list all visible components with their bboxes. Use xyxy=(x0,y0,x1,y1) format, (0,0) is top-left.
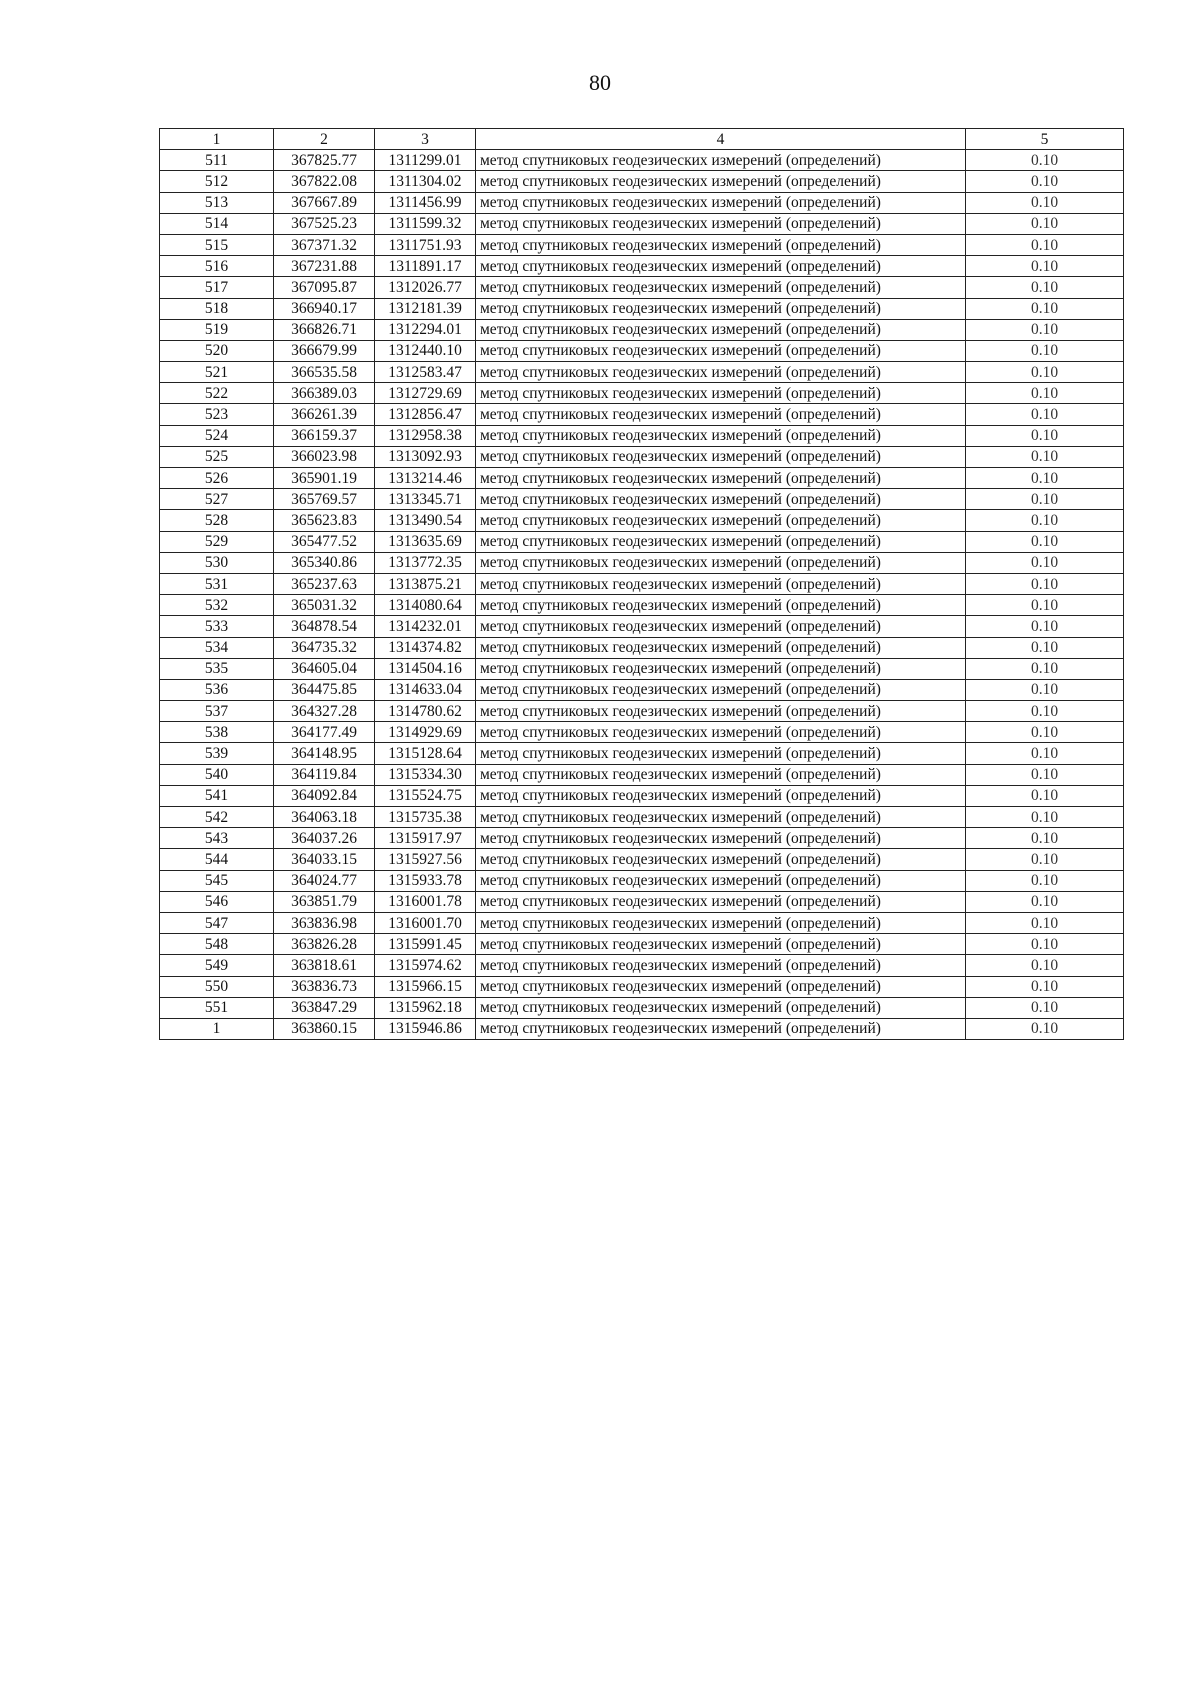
accuracy-cell: 0.10 xyxy=(966,150,1124,171)
accuracy-cell: 0.10 xyxy=(966,828,1124,849)
accuracy-cell: 0.10 xyxy=(966,531,1124,552)
x-coordinate-cell: 366535.58 xyxy=(274,362,375,383)
header-col-4: 4 xyxy=(476,129,966,150)
table-body xyxy=(160,150,1124,1040)
y-coordinate-cell: 1314780.62 xyxy=(375,701,476,722)
table-row xyxy=(160,213,1124,234)
table-row xyxy=(160,658,1124,679)
y-coordinate-cell: 1315524.75 xyxy=(375,785,476,806)
y-coordinate-cell: 1312583.47 xyxy=(375,362,476,383)
y-coordinate-cell: 1312181.39 xyxy=(375,298,476,319)
table-row xyxy=(160,510,1124,531)
accuracy-cell: 0.10 xyxy=(966,870,1124,891)
x-coordinate-cell: 363860.15 xyxy=(274,1018,375,1039)
point-number-cell: 550 xyxy=(160,976,274,997)
x-coordinate-cell: 364327.28 xyxy=(274,701,375,722)
table-row xyxy=(160,849,1124,870)
table-row xyxy=(160,976,1124,997)
method-cell: метод спутниковых геодезических измерений (определений) xyxy=(476,319,966,340)
y-coordinate-cell: 1311299.01 xyxy=(375,150,476,171)
point-number-cell: 527 xyxy=(160,489,274,510)
accuracy-cell: 0.10 xyxy=(966,891,1124,912)
page-number: 80 xyxy=(589,70,611,95)
y-coordinate-cell: 1312729.69 xyxy=(375,383,476,404)
method-cell: метод спутниковых геодезических измерений (определений) xyxy=(476,192,966,213)
point-number-cell: 526 xyxy=(160,468,274,489)
point-number-cell: 1 xyxy=(160,1018,274,1039)
accuracy-cell: 0.10 xyxy=(966,1018,1124,1039)
y-coordinate-cell: 1314929.69 xyxy=(375,722,476,743)
table-row xyxy=(160,531,1124,552)
table-row xyxy=(160,891,1124,912)
y-coordinate-cell: 1312958.38 xyxy=(375,425,476,446)
accuracy-cell: 0.10 xyxy=(966,192,1124,213)
x-coordinate-cell: 363851.79 xyxy=(274,891,375,912)
x-coordinate-cell: 364475.85 xyxy=(274,679,375,700)
method-cell: метод спутниковых геодезических измерений (определений) xyxy=(476,912,966,933)
method-cell: метод спутниковых геодезических измерений (определений) xyxy=(476,701,966,722)
method-cell: метод спутниковых геодезических измерений (определений) xyxy=(476,637,966,658)
table-row xyxy=(160,764,1124,785)
table-row xyxy=(160,362,1124,383)
table-header xyxy=(160,129,1124,150)
point-number-cell: 537 xyxy=(160,701,274,722)
method-cell: метод спутниковых геодезических измерений (определений) xyxy=(476,743,966,764)
point-number-cell: 514 xyxy=(160,213,274,234)
table-row xyxy=(160,192,1124,213)
header-col-2: 2 xyxy=(274,129,375,150)
method-cell: метод спутниковых геодезических измерений (определений) xyxy=(476,362,966,383)
table-row xyxy=(160,997,1124,1018)
method-cell: метод спутниковых геодезических измерений (определений) xyxy=(476,256,966,277)
method-cell: метод спутниковых геодезических измерений (определений) xyxy=(476,955,966,976)
header-row xyxy=(160,129,1124,150)
accuracy-cell: 0.10 xyxy=(966,637,1124,658)
x-coordinate-cell: 367667.89 xyxy=(274,192,375,213)
method-cell: метод спутниковых геодезических измерений (определений) xyxy=(476,298,966,319)
accuracy-cell: 0.10 xyxy=(966,722,1124,743)
x-coordinate-cell: 367825.77 xyxy=(274,150,375,171)
accuracy-cell: 0.10 xyxy=(966,404,1124,425)
table-row xyxy=(160,1018,1124,1039)
method-cell: метод спутниковых геодезических измерений (определений) xyxy=(476,934,966,955)
accuracy-cell: 0.10 xyxy=(966,807,1124,828)
point-number-cell: 531 xyxy=(160,573,274,594)
accuracy-cell: 0.10 xyxy=(966,976,1124,997)
y-coordinate-cell: 1314080.64 xyxy=(375,595,476,616)
header-col-5: 5 xyxy=(966,129,1124,150)
x-coordinate-cell: 364177.49 xyxy=(274,722,375,743)
x-coordinate-cell: 364878.54 xyxy=(274,616,375,637)
x-coordinate-cell: 367371.32 xyxy=(274,234,375,255)
y-coordinate-cell: 1316001.78 xyxy=(375,891,476,912)
x-coordinate-cell: 364063.18 xyxy=(274,807,375,828)
table-row xyxy=(160,785,1124,806)
accuracy-cell: 0.10 xyxy=(966,658,1124,679)
y-coordinate-cell: 1315991.45 xyxy=(375,934,476,955)
x-coordinate-cell: 364605.04 xyxy=(274,658,375,679)
point-number-cell: 511 xyxy=(160,150,274,171)
point-number-cell: 522 xyxy=(160,383,274,404)
accuracy-cell: 0.10 xyxy=(966,319,1124,340)
point-number-cell: 521 xyxy=(160,362,274,383)
point-number-cell: 549 xyxy=(160,955,274,976)
method-cell: метод спутниковых геодезических измерений (определений) xyxy=(476,891,966,912)
y-coordinate-cell: 1315334.30 xyxy=(375,764,476,785)
table-row xyxy=(160,319,1124,340)
point-number-cell: 551 xyxy=(160,997,274,1018)
method-cell: метод спутниковых геодезических измерений (определений) xyxy=(476,658,966,679)
accuracy-cell: 0.10 xyxy=(966,573,1124,594)
method-cell: метод спутниковых геодезических измерений (определений) xyxy=(476,997,966,1018)
point-number-cell: 529 xyxy=(160,531,274,552)
point-number-cell: 528 xyxy=(160,510,274,531)
accuracy-cell: 0.10 xyxy=(966,489,1124,510)
point-number-cell: 524 xyxy=(160,425,274,446)
accuracy-cell: 0.10 xyxy=(966,934,1124,955)
table-row xyxy=(160,743,1124,764)
table-row xyxy=(160,277,1124,298)
table-row xyxy=(160,383,1124,404)
y-coordinate-cell: 1315974.62 xyxy=(375,955,476,976)
point-number-cell: 538 xyxy=(160,722,274,743)
table-row xyxy=(160,425,1124,446)
y-coordinate-cell: 1311751.93 xyxy=(375,234,476,255)
x-coordinate-cell: 364119.84 xyxy=(274,764,375,785)
y-coordinate-cell: 1312026.77 xyxy=(375,277,476,298)
accuracy-cell: 0.10 xyxy=(966,510,1124,531)
method-cell: метод спутниковых геодезических измерений (определений) xyxy=(476,468,966,489)
accuracy-cell: 0.10 xyxy=(966,997,1124,1018)
method-cell: метод спутниковых геодезических измерений (определений) xyxy=(476,213,966,234)
accuracy-cell: 0.10 xyxy=(966,616,1124,637)
y-coordinate-cell: 1315735.38 xyxy=(375,807,476,828)
method-cell: метод спутниковых геодезических измерений (определений) xyxy=(476,870,966,891)
y-coordinate-cell: 1311891.17 xyxy=(375,256,476,277)
y-coordinate-cell: 1315917.97 xyxy=(375,828,476,849)
accuracy-cell: 0.10 xyxy=(966,362,1124,383)
method-cell: метод спутниковых геодезических измерений (определений) xyxy=(476,383,966,404)
accuracy-cell: 0.10 xyxy=(966,213,1124,234)
x-coordinate-cell: 363836.98 xyxy=(274,912,375,933)
table-row xyxy=(160,616,1124,637)
table-row xyxy=(160,870,1124,891)
accuracy-cell: 0.10 xyxy=(966,743,1124,764)
point-number-cell: 546 xyxy=(160,891,274,912)
method-cell: метод спутниковых геодезических измерений (определений) xyxy=(476,446,966,467)
point-number-cell: 523 xyxy=(160,404,274,425)
method-cell: метод спутниковых геодезических измерений (определений) xyxy=(476,1018,966,1039)
accuracy-cell: 0.10 xyxy=(966,912,1124,933)
point-number-cell: 525 xyxy=(160,446,274,467)
y-coordinate-cell: 1314374.82 xyxy=(375,637,476,658)
x-coordinate-cell: 366159.37 xyxy=(274,425,375,446)
table-row xyxy=(160,234,1124,255)
point-number-cell: 544 xyxy=(160,849,274,870)
method-cell: метод спутниковых геодезических измерений (определений) xyxy=(476,849,966,870)
header-col-1: 1 xyxy=(160,129,274,150)
y-coordinate-cell: 1314504.16 xyxy=(375,658,476,679)
accuracy-cell: 0.10 xyxy=(966,425,1124,446)
method-cell: метод спутниковых геодезических измерений (определений) xyxy=(476,277,966,298)
table-row xyxy=(160,256,1124,277)
method-cell: метод спутниковых геодезических измерений (определений) xyxy=(476,595,966,616)
method-cell: метод спутниковых геодезических измерений (определений) xyxy=(476,722,966,743)
y-coordinate-cell: 1315966.15 xyxy=(375,976,476,997)
accuracy-cell: 0.10 xyxy=(966,552,1124,573)
point-number-cell: 536 xyxy=(160,679,274,700)
y-coordinate-cell: 1315128.64 xyxy=(375,743,476,764)
method-cell: метод спутниковых геодезических измерений (определений) xyxy=(476,510,966,531)
accuracy-cell: 0.10 xyxy=(966,298,1124,319)
x-coordinate-cell: 367231.88 xyxy=(274,256,375,277)
table-row xyxy=(160,595,1124,616)
method-cell: метод спутниковых геодезических измерений (определений) xyxy=(476,489,966,510)
table-row xyxy=(160,955,1124,976)
method-cell: метод спутниковых геодезических измерений (определений) xyxy=(476,425,966,446)
table-row xyxy=(160,722,1124,743)
x-coordinate-cell: 364735.32 xyxy=(274,637,375,658)
x-coordinate-cell: 363836.73 xyxy=(274,976,375,997)
y-coordinate-cell: 1313092.93 xyxy=(375,446,476,467)
point-number-cell: 548 xyxy=(160,934,274,955)
method-cell: метод спутниковых геодезических измерений (определений) xyxy=(476,976,966,997)
method-cell: метод спутниковых геодезических измерений (определений) xyxy=(476,807,966,828)
point-number-cell: 515 xyxy=(160,234,274,255)
point-number-cell: 543 xyxy=(160,828,274,849)
point-number-cell: 541 xyxy=(160,785,274,806)
method-cell: метод спутниковых геодезических измерений (определений) xyxy=(476,679,966,700)
accuracy-cell: 0.10 xyxy=(966,679,1124,700)
y-coordinate-cell: 1311456.99 xyxy=(375,192,476,213)
method-cell: метод спутниковых геодезических измерений (определений) xyxy=(476,340,966,361)
point-number-cell: 535 xyxy=(160,658,274,679)
header-col-3: 3 xyxy=(375,129,476,150)
x-coordinate-cell: 367095.87 xyxy=(274,277,375,298)
y-coordinate-cell: 1316001.70 xyxy=(375,912,476,933)
y-coordinate-cell: 1315933.78 xyxy=(375,870,476,891)
table-row xyxy=(160,446,1124,467)
x-coordinate-cell: 365340.86 xyxy=(274,552,375,573)
method-cell: метод спутниковых геодезических измерений (определений) xyxy=(476,616,966,637)
point-number-cell: 533 xyxy=(160,616,274,637)
accuracy-cell: 0.10 xyxy=(966,764,1124,785)
point-number-cell: 519 xyxy=(160,319,274,340)
y-coordinate-cell: 1313345.71 xyxy=(375,489,476,510)
x-coordinate-cell: 364148.95 xyxy=(274,743,375,764)
y-coordinate-cell: 1312856.47 xyxy=(375,404,476,425)
y-coordinate-cell: 1311599.32 xyxy=(375,213,476,234)
accuracy-cell: 0.10 xyxy=(966,171,1124,192)
table-row xyxy=(160,468,1124,489)
point-number-cell: 542 xyxy=(160,807,274,828)
point-number-cell: 530 xyxy=(160,552,274,573)
point-number-cell: 534 xyxy=(160,637,274,658)
accuracy-cell: 0.10 xyxy=(966,955,1124,976)
accuracy-cell: 0.10 xyxy=(966,277,1124,298)
y-coordinate-cell: 1313490.54 xyxy=(375,510,476,531)
y-coordinate-cell: 1311304.02 xyxy=(375,171,476,192)
point-number-cell: 520 xyxy=(160,340,274,361)
point-number-cell: 516 xyxy=(160,256,274,277)
table-row xyxy=(160,912,1124,933)
method-cell: метод спутниковых геодезических измерений (определений) xyxy=(476,171,966,192)
accuracy-cell: 0.10 xyxy=(966,446,1124,467)
y-coordinate-cell: 1313214.46 xyxy=(375,468,476,489)
table-row xyxy=(160,340,1124,361)
y-coordinate-cell: 1314633.04 xyxy=(375,679,476,700)
table-row xyxy=(160,637,1124,658)
table-row xyxy=(160,298,1124,319)
method-cell: метод спутниковых геодезических измерений (определений) xyxy=(476,552,966,573)
point-number-cell: 532 xyxy=(160,595,274,616)
y-coordinate-cell: 1315946.86 xyxy=(375,1018,476,1039)
x-coordinate-cell: 363847.29 xyxy=(274,997,375,1018)
method-cell: метод спутниковых геодезических измерений (определений) xyxy=(476,828,966,849)
y-coordinate-cell: 1313875.21 xyxy=(375,573,476,594)
method-cell: метод спутниковых геодезических измерений (определений) xyxy=(476,531,966,552)
y-coordinate-cell: 1312440.10 xyxy=(375,340,476,361)
x-coordinate-cell: 367525.23 xyxy=(274,213,375,234)
table-row xyxy=(160,679,1124,700)
point-number-cell: 547 xyxy=(160,912,274,933)
accuracy-cell: 0.10 xyxy=(966,701,1124,722)
x-coordinate-cell: 366940.17 xyxy=(274,298,375,319)
method-cell: метод спутниковых геодезических измерений (определений) xyxy=(476,573,966,594)
table-row xyxy=(160,552,1124,573)
x-coordinate-cell: 363826.28 xyxy=(274,934,375,955)
point-number-cell: 518 xyxy=(160,298,274,319)
point-number-cell: 512 xyxy=(160,171,274,192)
method-cell: метод спутниковых геодезических измерений (определений) xyxy=(476,404,966,425)
y-coordinate-cell: 1314232.01 xyxy=(375,616,476,637)
x-coordinate-cell: 366023.98 xyxy=(274,446,375,467)
accuracy-cell: 0.10 xyxy=(966,785,1124,806)
method-cell: метод спутниковых геодезических измерений (определений) xyxy=(476,150,966,171)
table-row xyxy=(160,489,1124,510)
x-coordinate-cell: 364024.77 xyxy=(274,870,375,891)
x-coordinate-cell: 364092.84 xyxy=(274,785,375,806)
accuracy-cell: 0.10 xyxy=(966,340,1124,361)
table-row xyxy=(160,701,1124,722)
accuracy-cell: 0.10 xyxy=(966,383,1124,404)
x-coordinate-cell: 364037.26 xyxy=(274,828,375,849)
x-coordinate-cell: 366261.39 xyxy=(274,404,375,425)
x-coordinate-cell: 365477.52 xyxy=(274,531,375,552)
accuracy-cell: 0.10 xyxy=(966,595,1124,616)
x-coordinate-cell: 366826.71 xyxy=(274,319,375,340)
y-coordinate-cell: 1312294.01 xyxy=(375,319,476,340)
method-cell: метод спутниковых геодезических измерений (определений) xyxy=(476,785,966,806)
point-number-cell: 539 xyxy=(160,743,274,764)
x-coordinate-cell: 364033.15 xyxy=(274,849,375,870)
y-coordinate-cell: 1315927.56 xyxy=(375,849,476,870)
accuracy-cell: 0.10 xyxy=(966,234,1124,255)
x-coordinate-cell: 365623.83 xyxy=(274,510,375,531)
y-coordinate-cell: 1313772.35 xyxy=(375,552,476,573)
table-row xyxy=(160,934,1124,955)
accuracy-cell: 0.10 xyxy=(966,468,1124,489)
table-row xyxy=(160,150,1124,171)
point-number-cell: 513 xyxy=(160,192,274,213)
table-row xyxy=(160,807,1124,828)
x-coordinate-cell: 366679.99 xyxy=(274,340,375,361)
point-number-cell: 517 xyxy=(160,277,274,298)
point-number-cell: 545 xyxy=(160,870,274,891)
point-number-cell: 540 xyxy=(160,764,274,785)
y-coordinate-cell: 1315962.18 xyxy=(375,997,476,1018)
x-coordinate-cell: 365031.32 xyxy=(274,595,375,616)
x-coordinate-cell: 367822.08 xyxy=(274,171,375,192)
x-coordinate-cell: 365237.63 xyxy=(274,573,375,594)
method-cell: метод спутниковых геодезических измерений (определений) xyxy=(476,234,966,255)
x-coordinate-cell: 365769.57 xyxy=(274,489,375,510)
coordinates-table xyxy=(159,128,1124,1040)
table-row xyxy=(160,573,1124,594)
table-row xyxy=(160,171,1124,192)
accuracy-cell: 0.10 xyxy=(966,256,1124,277)
y-coordinate-cell: 1313635.69 xyxy=(375,531,476,552)
table-row xyxy=(160,404,1124,425)
method-cell: метод спутниковых геодезических измерений (определений) xyxy=(476,764,966,785)
x-coordinate-cell: 365901.19 xyxy=(274,468,375,489)
table-row xyxy=(160,828,1124,849)
x-coordinate-cell: 366389.03 xyxy=(274,383,375,404)
x-coordinate-cell: 363818.61 xyxy=(274,955,375,976)
accuracy-cell: 0.10 xyxy=(966,849,1124,870)
